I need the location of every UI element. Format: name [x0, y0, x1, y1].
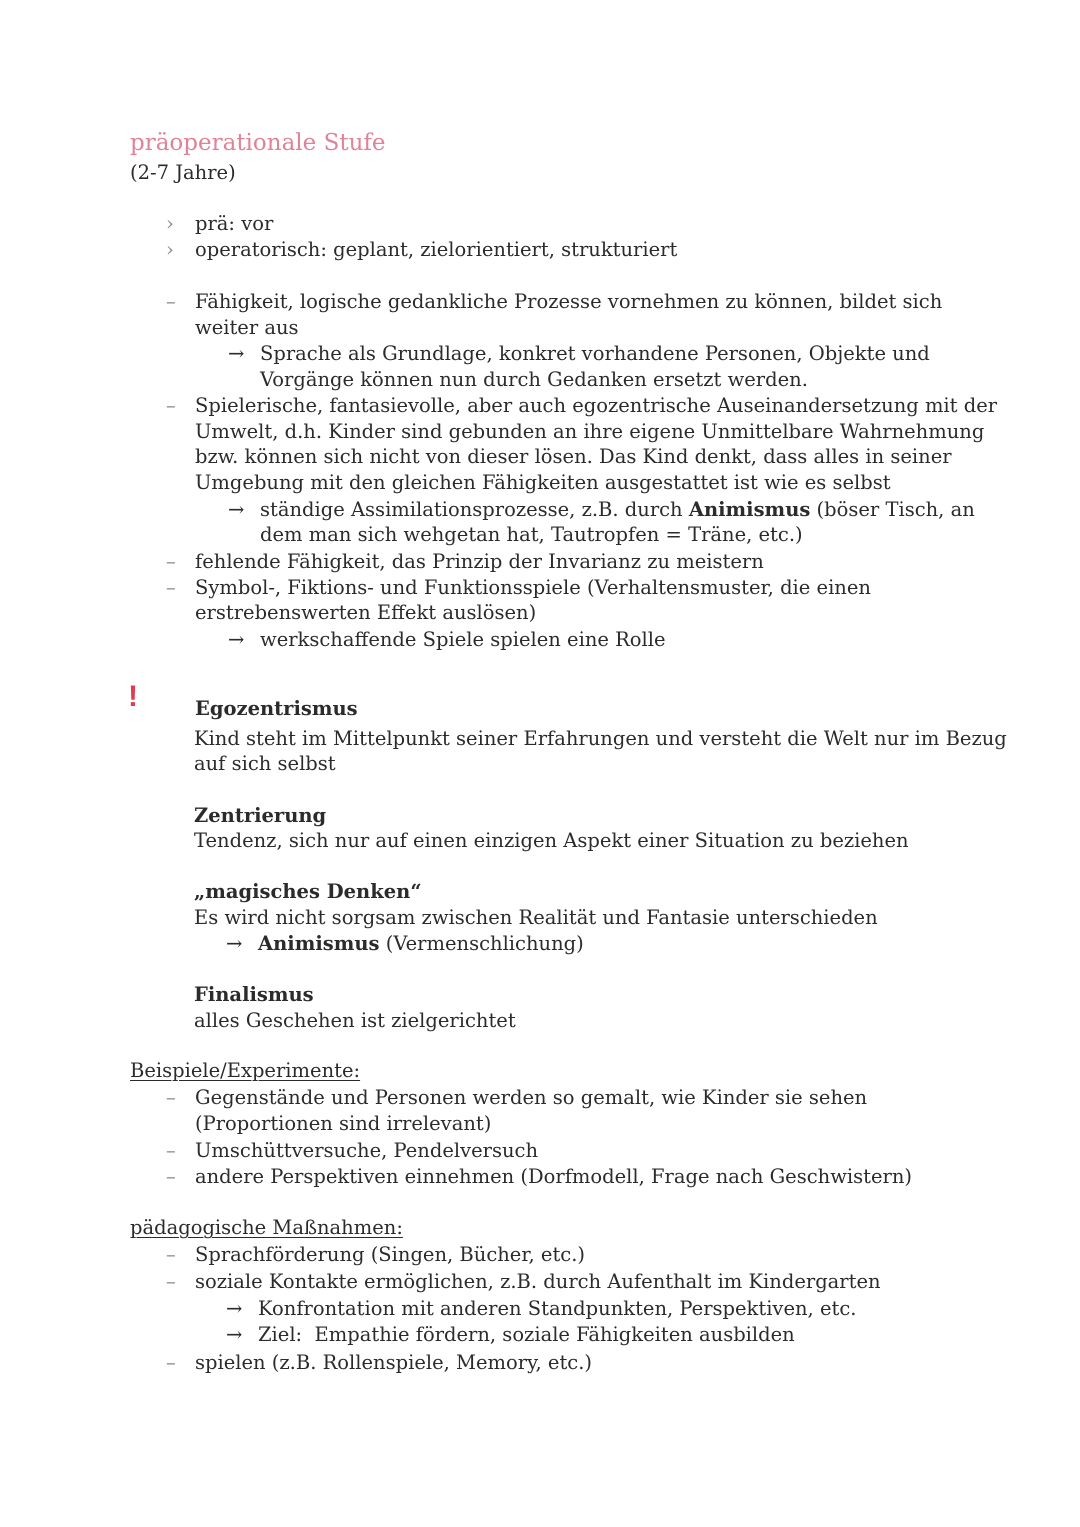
arrow-right-icon: →: [228, 498, 245, 521]
measure-item: soziale Kontakte ermöglichen, z.B. durch Aufenthalt im Kindergarten: [195, 1270, 881, 1293]
concept-title: [195, 696, 358, 722]
trait-text: bzw. können sich nicht von dieser lösen. Das Kind denkt, dass alles in seiner: [195, 445, 952, 468]
trait-text: Fähigkeit, logische gedankliche Prozesse vornehmen zu können, bildet sich: [195, 290, 943, 313]
dash-icon: –: [166, 550, 176, 573]
concept-title: [194, 803, 326, 829]
subpoint-text: Vorgänge können nun durch Gedanken ersetzt werden.: [260, 368, 808, 391]
trait-text: weiter aus: [195, 316, 299, 339]
trait-subpoint: [228, 627, 666, 653]
concept-title: [194, 982, 314, 1008]
arrow-right-icon: →: [226, 932, 243, 955]
arrow-right-icon: →: [226, 1323, 243, 1346]
page-title: präoperationale Stufe: [130, 130, 386, 156]
dash-icon: –: [166, 1351, 176, 1374]
arrow-right-icon: →: [226, 1297, 243, 1320]
trait-text: Symbol-, Fiktions- und Funktionsspiele (Verhaltensmuster, die einen: [195, 576, 871, 599]
subpoint-text: Konfrontation mit anderen Standpunkten, Perspektiven, etc.: [258, 1297, 857, 1320]
measure-item: spielen (z.B. Rollenspiele, Memory, etc.): [195, 1351, 593, 1374]
concept-title-text: Egozentrismus: [195, 697, 358, 720]
term-animismus: Animismus: [688, 498, 811, 521]
arrow-right-icon: →: [228, 342, 245, 365]
dash-icon: –: [166, 394, 176, 417]
examples-heading: Beispiele/Experimente:: [130, 1059, 361, 1082]
example-item: (Proportionen sind irrelevant): [195, 1112, 492, 1135]
dash-icon: –: [166, 1243, 176, 1266]
example-item: Gegenstände und Personen werden so gemalt, wie Kinder sie sehen: [195, 1086, 868, 1109]
arrow-right-icon: →: [228, 628, 245, 651]
trait-subpoint: [228, 341, 930, 367]
dash-icon: –: [166, 1165, 176, 1188]
trait-text: Umwelt, d.h. Kinder sind gebunden an ihre eigene Unmittelbare Wahrnehmung: [195, 420, 985, 443]
subpoint-text: (böser Tisch, an: [810, 498, 975, 521]
subpoint-text: Ziel: Empathie fördern, soziale Fähigkeiten ausbilden: [258, 1323, 795, 1346]
subpoint-text: werkschaffende Spiele spielen eine Rolle: [260, 628, 666, 651]
term-animismus: Animismus: [258, 932, 380, 955]
subpoint-text: Sprache als Grundlage, konkret vorhandene Personen, Objekte und: [260, 342, 930, 365]
chevron-right-icon: ›: [166, 212, 174, 235]
measure-subpoint: [226, 1296, 856, 1322]
concept-title-text: „magisches Denken“: [194, 880, 422, 903]
concept-text: alles Geschehen ist zielgerichtet: [194, 1009, 516, 1032]
example-item: andere Perspektiven einnehmen (Dorfmodell, Frage nach Geschwistern): [195, 1165, 912, 1188]
concept-title-text: Zentrierung: [194, 804, 327, 827]
concept-subpoint: [226, 931, 584, 957]
trait-text: Umgebung mit den gleichen Fähigkeiten ausgestattet ist wie es selbst: [195, 471, 891, 494]
subpoint-text: ständige Assimilationsprozesse, z.B. durch: [260, 498, 689, 521]
subpoint-text: (Vermenschlichung): [379, 932, 584, 955]
trait-text: fehlende Fähigkeit, das Prinzip der Invarianz zu meistern: [195, 550, 764, 573]
concept-text: Kind steht im Mittelpunkt seiner Erfahrungen und versteht die Welt nur im Bezug: [194, 727, 1007, 750]
example-item: Umschüttversuche, Pendelversuch: [195, 1139, 539, 1162]
concept-title: [194, 879, 422, 905]
measure-subpoint: [226, 1322, 795, 1348]
definition-item: operatorisch: geplant, zielorientiert, strukturiert: [195, 238, 678, 261]
concept-title-text: Finalismus: [194, 983, 314, 1006]
dash-icon: –: [166, 290, 176, 313]
dash-icon: –: [166, 1139, 176, 1162]
concept-text: Tendenz, sich nur auf einen einzigen Aspekt einer Situation zu beziehen: [194, 829, 909, 852]
trait-text: erstrebenswerten Effekt auslösen): [195, 601, 537, 624]
dash-icon: –: [166, 1270, 176, 1293]
concept-text: Es wird nicht sorgsam zwischen Realität und Fantasie unterschieden: [194, 906, 878, 929]
age-range: (2-7 Jahre): [130, 161, 236, 184]
dash-icon: –: [166, 576, 176, 599]
measure-item: Sprachförderung (Singen, Bücher, etc.): [195, 1243, 586, 1266]
definition-item: prä: vor: [195, 212, 274, 235]
warning-icon: !: [128, 680, 138, 713]
concept-text: auf sich selbst: [194, 752, 336, 775]
subpoint-text: dem man sich wehgetan hat, Tautropfen = Träne, etc.): [260, 523, 803, 546]
chevron-right-icon: ›: [166, 238, 174, 261]
dash-icon: –: [166, 1086, 176, 1109]
trait-subpoint: [228, 497, 975, 523]
measures-heading: pädagogische Maßnahmen:: [130, 1216, 403, 1239]
trait-text: Spielerische, fantasievolle, aber auch egozentrische Auseinandersetzung mit der: [195, 394, 998, 417]
